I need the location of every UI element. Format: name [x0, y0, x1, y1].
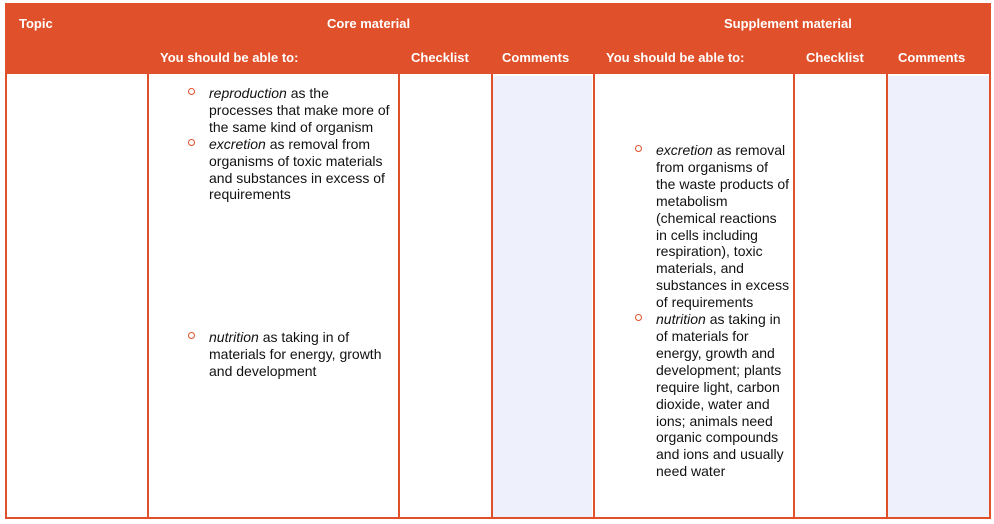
table-header [7, 5, 989, 74]
supp-comments-cell[interactable] [888, 76, 989, 517]
definition: as the processes that make more of the same kind of organism [209, 85, 390, 135]
header-supplement-material: Supplement material [724, 16, 852, 31]
circle-bullet-icon [188, 139, 195, 146]
header-supp-able: You should be able to: [606, 50, 745, 65]
circle-bullet-icon [188, 88, 195, 95]
header-core-checklist: Checklist [411, 50, 469, 65]
header-supp-checklist: Checklist [806, 50, 864, 65]
circle-bullet-icon [635, 314, 642, 321]
core-comments-cell[interactable] [493, 76, 592, 517]
divider [147, 74, 149, 519]
header-supp-comments: Comments [898, 50, 966, 65]
term: nutrition [656, 311, 706, 328]
header-core-able: You should be able to: [160, 50, 299, 65]
divider [491, 74, 493, 519]
objectives-table [5, 3, 991, 519]
circle-bullet-icon [188, 332, 195, 339]
term: nutrition [209, 329, 259, 346]
definition: as removal from organisms of toxic materials and substances in excess of requirements [209, 135, 385, 203]
list-item [635, 142, 791, 311]
term: reproduction [209, 85, 287, 101]
divider [793, 74, 795, 519]
circle-bullet-icon [635, 145, 642, 152]
header-core-material: Core material [327, 16, 411, 31]
list-item [188, 85, 396, 136]
definition: as removal from organisms of the waste products of metabolism (chemical reactions in cells including respiration), toxic materials, and substances in excess of requirements [656, 142, 790, 311]
term: excretion [209, 135, 266, 152]
header-core-comments: Comments [502, 50, 570, 65]
list-item [188, 136, 396, 204]
core-objectives-cell [188, 85, 396, 380]
list-item [188, 329, 396, 380]
divider [398, 74, 400, 519]
header-topic: Topic [19, 16, 53, 31]
list-item [635, 311, 791, 480]
divider [593, 74, 595, 519]
definition: as taking in of materials for energy, growth and development [209, 329, 382, 380]
definition: as taking in of materials for energy, growth and development; plants require light, carbon dioxide, water and ions; animals need organic compounds and ions and usually need water [656, 311, 784, 480]
divider [886, 74, 888, 519]
supp-objectives-cell [635, 142, 791, 480]
term: excretion [656, 142, 713, 158]
